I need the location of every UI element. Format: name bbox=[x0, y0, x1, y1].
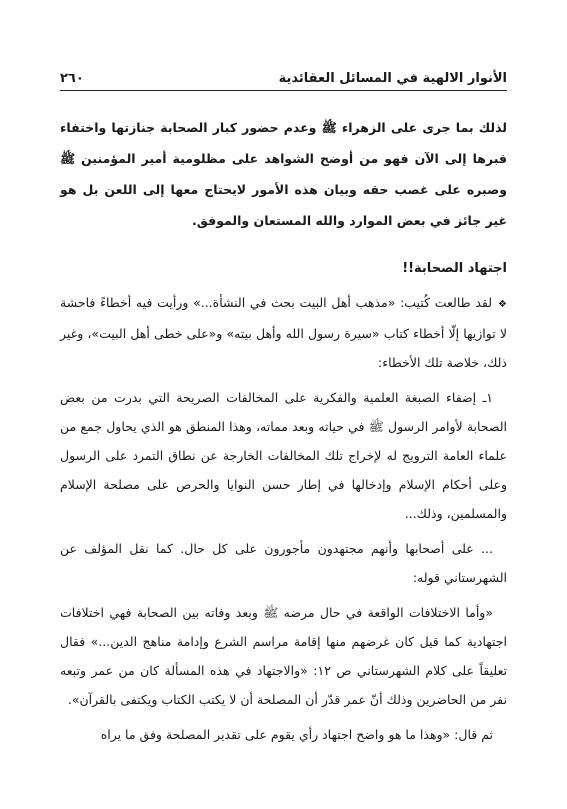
opening-paragraph: لذلك بما جرى على الزهراء ﷺ وعدم حضور كبار الصحابة جنازتها واختفاء قبرها إلى الآن فهو من أوضح الشواهد على مظلومية أمير المؤمنين ﷺ وصبره على غصب حقه وبيان هذه الأمور لايحتاج معها إلى اللعن بل هو غير جائز في بعض الموارد والله المستعان والموفق. bbox=[60, 120, 507, 228]
book-title: الأنوار الالهية في المسائل العقائدية bbox=[278, 71, 507, 86]
page-number: ٢٦٠ bbox=[60, 71, 84, 86]
closing-paragraph: ثم قال: «وهذا ما هو واضح اجتهاد رأي يقوم على تقدير المصلحة وفق ما يراه bbox=[100, 727, 493, 742]
continuation-paragraph: ... على أصحابها وأنهم مجتهدون مأجورون على كل حال. كما نقل المؤلف عن الشهرستاني قوله: bbox=[60, 541, 507, 585]
section-heading: اجتهاد الصحابة!! bbox=[402, 261, 507, 276]
quotation-paragraph: «وأما الاختلافات الواقعة في حال مرضه ﷺ وبعد وفاته بين الصحابة فهي اختلافات اجتهادية كما قيل كان غرضهم منها إقامة مراسم الشرع وإدامة مناهج الدين...» فقال تعليقاً على كلام الشهرستاني ص ١٢: «والاجتهاد في هذه المسألة كان من عمر وتبعه نفر من الحاضرين وذلك أنّ عمر قدّر أن المصلحة أن لا يكتب الكتاب ويكتفى بالقرآن». bbox=[60, 605, 507, 707]
diamond-bullet-icon: ❖ bbox=[498, 299, 507, 310]
bullet-paragraph bbox=[60, 288, 507, 377]
bullet-paragraph-text: لقد طالعت كُتيب: «مذهب أهل البيت بحث في النشأة...» ورأيت فيه أخطاءً فاحشة لا توازيها إلّا أخطاء كتاب «سيرة رسول الله وأهل بيته» و«على خطى أهل البيت»، وغير ذلك، خلاصة تلك الأخطاء: bbox=[60, 295, 507, 370]
numbered-paragraph: ١ـ إضفاء الصبغة العلمية والفكرية على المخالفات الصريحة التي بدرت من بعض الصحابة لأوامر الرسول ﷺ في حياته وبعد مماته، وهذا المنطق هو الذي يحاول جمع من علماء العامة الترويج له لإخراج تلك المخالفات الخارجة عن نطاق التمرد على الرسول وعلى أحكام الإسلام وإدخالها في إطار حسن النوايا والحرص على مصلحة الإسلام والمسلمين، وذلك... bbox=[60, 390, 507, 521]
running-header bbox=[60, 64, 507, 91]
page-body bbox=[60, 112, 507, 749]
